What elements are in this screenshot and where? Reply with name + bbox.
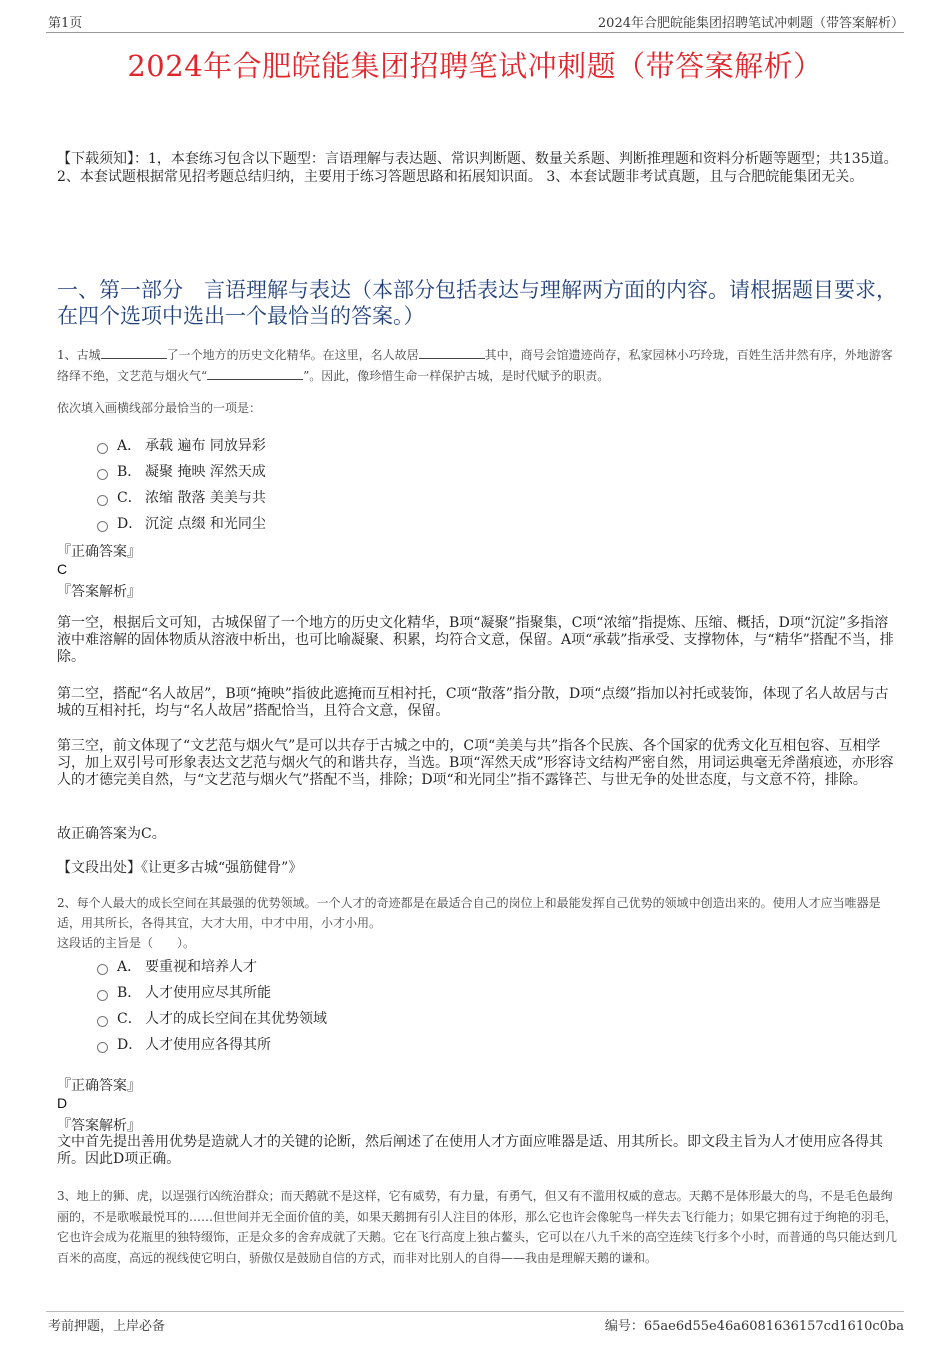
option-text: 沉淀 点缀 和光同尘 — [145, 516, 266, 532]
question-1-prompt: 依次填入画横线部分最恰当的一项是： — [57, 401, 262, 415]
q2-answer-label: 『正确答案』 — [57, 1078, 141, 1094]
header-document-title: 2024年合肥皖能集团招聘笔试冲刺题（带答案解析） — [597, 16, 904, 31]
q2-option-c[interactable] — [97, 1005, 327, 1031]
option-text: 要重视和培养人才 — [145, 959, 257, 975]
option-text: 人才使用应各得其所 — [145, 1037, 271, 1053]
option-letter: B． — [117, 985, 142, 1001]
q2-answer: D — [57, 1095, 68, 1111]
q1-source: 【文段出处】《让更多古城“强筋健骨”》 — [57, 860, 303, 876]
q1-analysis-paragraph-2: 第二空，搭配“名人故居”，B项“掩映”指彼此遮掩而互相衬托，C项“散落”指分散，D项“点缀”指加以衬托或装饰，体现了名人故居与古城的互相衬托，均与“名人故居”搭配恰当，且符合文意，保留。 — [57, 686, 889, 719]
radio-button-icon[interactable] — [97, 469, 108, 480]
q1-option-a[interactable] — [97, 432, 266, 458]
q2-option-d[interactable] — [97, 1031, 327, 1057]
radio-button-icon[interactable] — [97, 990, 108, 1001]
question-1-options — [97, 432, 266, 536]
footer-document-id: 编号：65ae6d55e46a6081636157cd1610c0ba — [604, 1319, 904, 1334]
header-divider — [46, 32, 904, 33]
q2-analysis: 文中首先提出善用优势是造就人才的关键的论断，然后阐述了在使用人才方面应唯器是适、用其所长。即文段主旨为人才使用应各得其所。因此D项正确。 — [57, 1134, 883, 1167]
q1-answer: C — [57, 561, 68, 577]
option-letter: A． — [117, 959, 142, 975]
question-1-stem — [57, 345, 900, 387]
option-letter: D． — [117, 1037, 143, 1053]
q1-answer-label: 『正确答案』 — [57, 544, 141, 560]
radio-button-icon[interactable] — [97, 1016, 108, 1027]
q1-blank-1 — [101, 346, 167, 359]
q1-stem-part-a: 1、古城 — [57, 348, 101, 362]
download-notice: 【下载须知】：1，本套练习包含以下题型：言语理解与表达题、常识判断题、数量关系题、判断推理题和资料分析题等题型；共135道。 2、本套试题根据常见招考题总结归纳，主要用于练习答题思路和拓展知识面。 3、本套试题非考试真题，且与合肥皖能集团无关。 — [57, 151, 898, 185]
q1-analysis-label: 『答案解析』 — [57, 584, 141, 600]
q1-stem-part-b: 了一个地方的历史文化精华。在这里，名人故居 — [166, 348, 419, 362]
q1-analysis-paragraph-1: 第一空，根据后文可知，古城保留了一个地方的历史文化精华，B项“凝聚”指聚集，C项“浓缩”指提炼、压缩、概括，D项“沉淀”多指溶液中难溶解的固体物质从溶液中析出，也可比喻凝聚、积累，均符合文意，保留。A项“承载”指承受、支撑物体，与“精华”搭配不当，排除。 — [57, 615, 894, 665]
option-letter: B． — [117, 464, 142, 480]
q1-blank-2 — [419, 346, 485, 359]
option-letter: C． — [117, 490, 142, 506]
option-letter: C． — [117, 1011, 142, 1027]
section-heading: 一、第一部分 言语理解与表达（本部分包括表达与理解两方面的内容。请根据题目要求，在四个选项中选出一个最恰当的答案。） — [57, 278, 897, 328]
question-2-prompt: 这段话的主旨是（ ）。 — [57, 936, 196, 950]
footer-slogan: 考前押题，上岸必备 — [48, 1319, 166, 1334]
option-text: 人才使用应尽其所能 — [145, 985, 271, 1001]
question-3-stem: 3、地上的狮、虎，以逞强行凶统治群众；而天鹅就不是这样，它有威势，有力量，有勇气，但又有不滥用权威的意志。天鹅不是体形最大的鸟，不是毛色最绚丽的，不是歌喉最悦耳的……但世间并无全面价值的美，如果天鹅拥有引人注目的体形，那么它也许会像鸵鸟一样失去飞行能力；如果它拥有过于绚艳的羽毛，它也许会成为花瓶里的独特缀饰，正是众多的舍弃成就了天鹅。它在飞行高度上独占鳌头，它可以在八九千米的高空连续飞行多个小时，而普通的鸟只能达到几百米的高度，高远的视线使它明白，骄傲仅是鼓励自信的方式，而非对比别人的自得——我由是理解天鹅的谦和。 — [57, 1189, 898, 1265]
option-text: 浓缩 散落 美美与共 — [145, 490, 266, 506]
option-text: 人才的成长空间在其优势领域 — [145, 1011, 327, 1027]
option-letter: A． — [117, 438, 142, 454]
option-letter: D． — [117, 516, 143, 532]
header-page-number: 第1页 — [48, 16, 83, 31]
question-2-stem: 2、每个人最大的成长空间在其最强的优势领域。一个人才的奇迹都是在最适合自己的岗位上和最能发挥自己优势的领域中创造出来的。使用人才应当唯器是适，用其所长，各得其宜，大才大用，中才中用，小才小用。 — [57, 896, 881, 930]
question-2-options — [97, 953, 327, 1057]
page-title: 2024年合肥皖能集团招聘笔试冲刺题（带答案解析） — [127, 49, 823, 83]
q1-analysis-conclusion: 故正确答案为C。 — [57, 826, 166, 842]
q1-blank-3 — [207, 367, 303, 380]
option-text: 承载 遍布 同放异彩 — [145, 438, 266, 454]
q1-stem-part-d: ”。因此，像珍惜生命一样保护古城，是时代赋予的职责。 — [303, 369, 610, 383]
q1-analysis-paragraph-3: 第三空，前文体现了“文艺范与烟火气”是可以共存于古城之中的，C项“美美与共”指各个民族、各个国家的优秀文化互相包容、互相学习，加上双引号可形象表达文艺范与烟火气的和谐共存，当选。B项“浑然天成”形容诗文结构严密自然，用词运典毫无斧凿痕迹，亦形容人的才德完美自然，与“文艺范与烟火气”搭配不当，排除；D项“和光同尘”指不露锋芒、与世无争的处世态度，与文意不符，排除。 — [57, 738, 894, 788]
option-text: 凝聚 掩映 浑然天成 — [145, 464, 266, 480]
q2-option-a[interactable] — [97, 953, 327, 979]
footer-divider — [46, 1311, 904, 1312]
radio-button-icon[interactable] — [97, 1042, 108, 1053]
radio-button-icon[interactable] — [97, 521, 108, 532]
q1-option-b[interactable] — [97, 458, 266, 484]
q1-stem-part-c: 其中，商号会馆遗迹尚存，私家园林小巧玲珑，百姓生活井然有序，外地游客络绎不绝，文艺范与烟火气“ — [57, 348, 893, 383]
q2-option-b[interactable] — [97, 979, 327, 1005]
radio-button-icon[interactable] — [97, 964, 108, 975]
q1-option-d[interactable] — [97, 510, 266, 536]
radio-button-icon[interactable] — [97, 495, 108, 506]
radio-button-icon[interactable] — [97, 443, 108, 454]
q1-option-c[interactable] — [97, 484, 266, 510]
q2-analysis-label: 『答案解析』 — [57, 1118, 141, 1134]
